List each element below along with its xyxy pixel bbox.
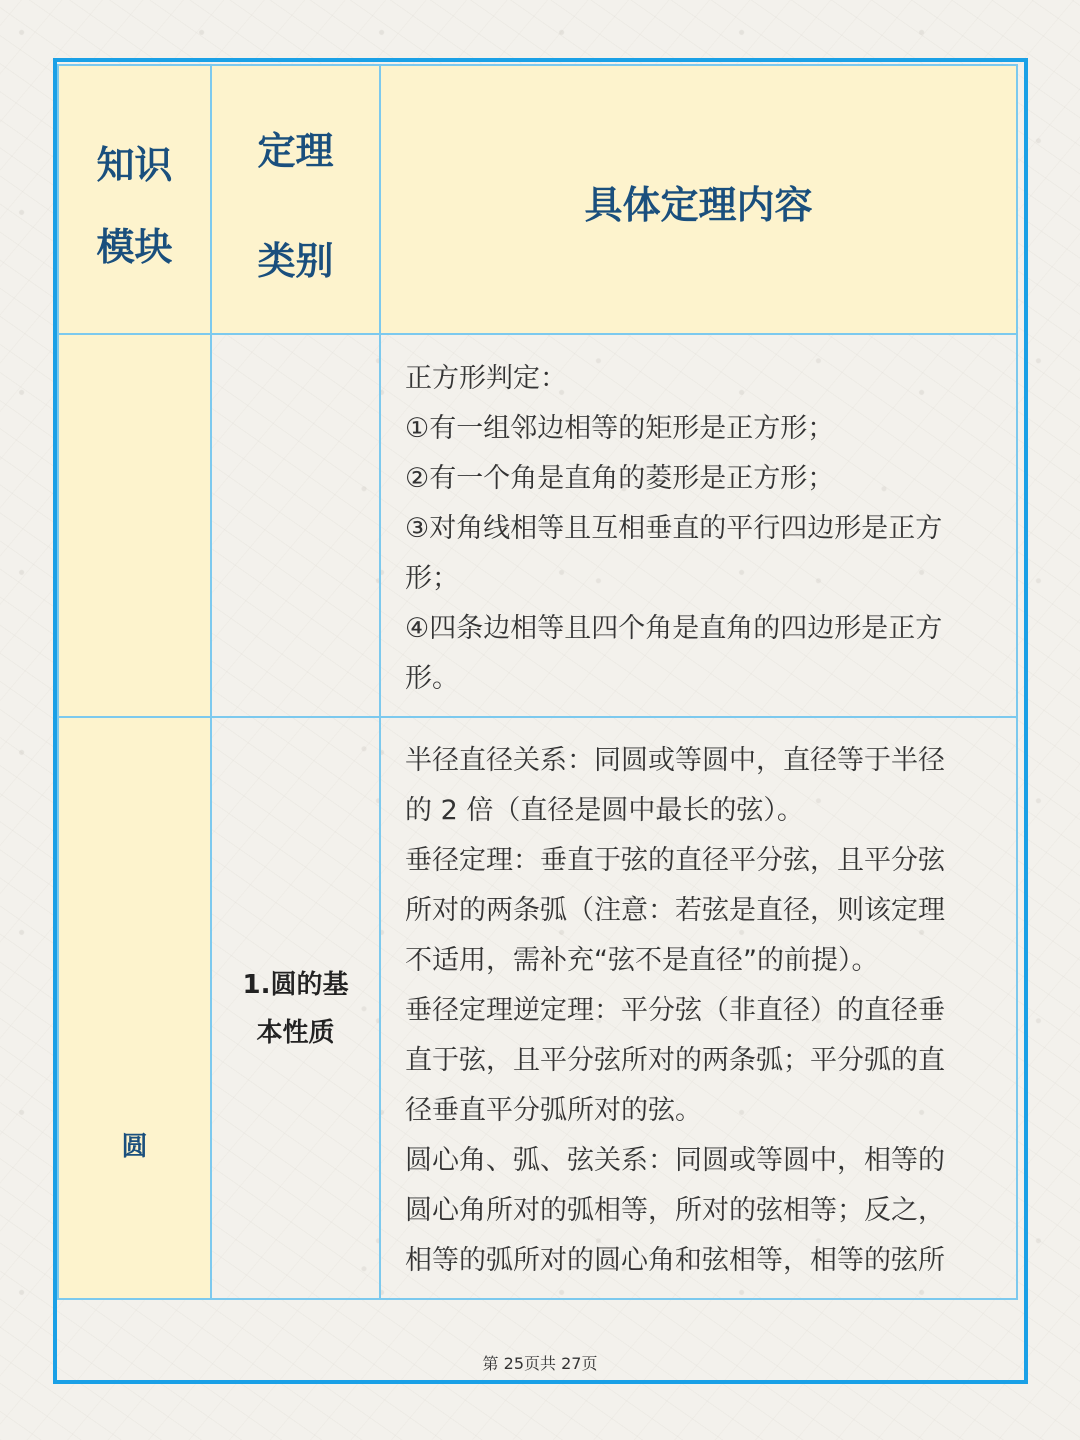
header-category-line-2: 类别 <box>257 239 334 283</box>
row1-content-line: 形； <box>405 563 459 594</box>
row2-content-line: 相等的弧所对的圆心角和弦相等，相等的弦所 <box>405 1245 945 1276</box>
row1-content-line: 形。 <box>405 663 459 694</box>
header-module-line-2: 模块 <box>96 225 173 269</box>
row1-content-line: ③对角线相等且互相垂直的平行四边形是正方 <box>405 513 943 544</box>
row1-content-cell <box>381 354 1016 704</box>
row2-category-line-2: 本性质 <box>256 1018 335 1048</box>
header-cell-module <box>59 66 210 333</box>
header-content-title: 具体定理内容 <box>584 183 813 227</box>
row2-content-line: 垂径定理：垂直于弦的直径平分弦，且平分弦 <box>405 845 945 876</box>
row1-content-line: 正方形判定： <box>405 363 567 394</box>
grid-line-row2-bottom <box>57 1298 1018 1300</box>
row2-content-line: 径垂直平分弧所对的弦。 <box>405 1095 702 1126</box>
row2-category-cell <box>212 718 379 1298</box>
row1-category-cell <box>212 335 379 716</box>
row2-module-label: 圆 <box>121 1132 148 1162</box>
header-cell-content <box>381 66 1016 333</box>
header-category-line-1: 定理 <box>257 129 334 173</box>
row2-content-line: 所对的两条弧（注意：若弦是直径，则该定理 <box>405 895 945 926</box>
row2-content-line: 的 2 倍（直径是圆中最长的弦）。 <box>405 795 804 826</box>
row2-category-line-1: 1.圆的基 <box>242 970 349 1000</box>
page-number: 第 25页共 27页 <box>482 1354 598 1373</box>
row2-module-cell <box>59 718 210 1298</box>
row1-content-line: ①有一组邻边相等的矩形是正方形； <box>405 413 835 444</box>
row2-content-line: 圆心角、弧、弦关系：同圆或等圆中，相等的 <box>405 1145 945 1176</box>
row2-content-line: 直于弦，且平分弦所对的两条弧；平分弧的直 <box>405 1045 945 1076</box>
row1-content-line: ②有一个角是直角的菱形是正方形； <box>405 463 835 494</box>
row1-module-cell <box>59 335 210 716</box>
row2-content-line: 不适用，需补充“弦不是直径”的前提）。 <box>405 945 879 976</box>
row2-content-line: 半径直径关系：同圆或等圆中，直径等于半径 <box>405 745 945 776</box>
header-module-line-1: 知识 <box>96 143 173 187</box>
header-cell-category <box>212 66 379 333</box>
row2-content-line: 圆心角所对的弧相等，所对的弦相等；反之， <box>405 1195 945 1226</box>
row1-content-line: ④四条边相等且四个角是直角的四边形是正方 <box>405 613 943 644</box>
row2-content-line: 垂径定理逆定理：平分弦（非直径）的直径垂 <box>405 995 945 1026</box>
grid-line-right <box>1016 64 1018 1300</box>
row2-content-cell <box>381 736 1016 1296</box>
